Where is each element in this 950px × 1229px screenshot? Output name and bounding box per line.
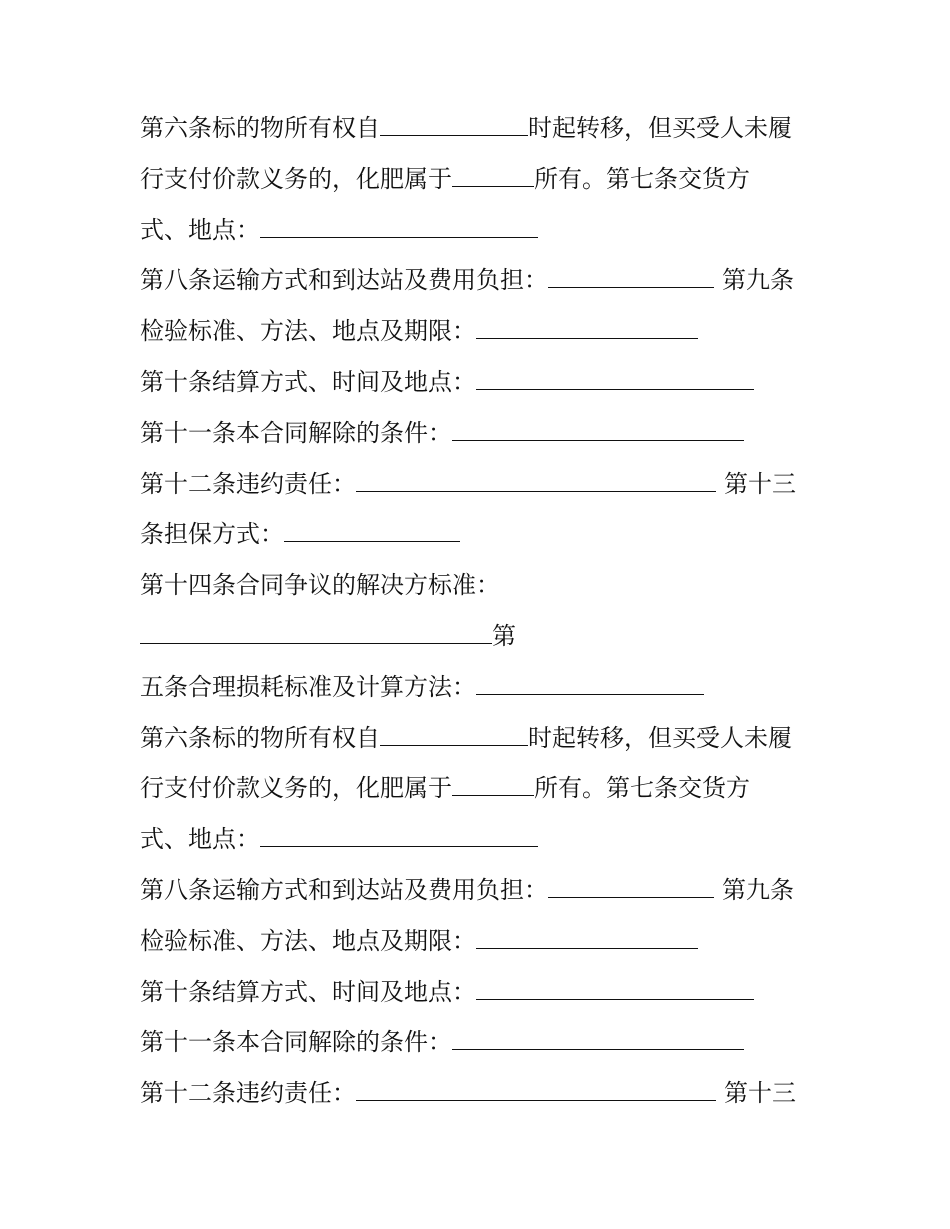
document-line <box>140 560 820 611</box>
fill-in-blank[interactable] <box>356 1076 716 1101</box>
line-text: 第八条运输方式和到达站及费用负担： <box>140 875 548 904</box>
document-line <box>140 408 820 459</box>
fill-in-blank[interactable] <box>476 975 754 1000</box>
line-text: 第六条标的物所有权自 <box>140 114 380 142</box>
line-text: 第六条标的物所有权自 <box>140 723 380 752</box>
line-text: 第十二条违约责任： <box>140 469 356 498</box>
document-line <box>140 255 820 306</box>
fill-in-blank[interactable] <box>452 162 534 187</box>
document-line <box>140 154 820 205</box>
line-text: 检验标准、方法、地点及期限： <box>140 317 476 346</box>
fill-in-blank[interactable] <box>548 873 714 898</box>
line-text: 时起转移，但买受人未履 <box>528 114 792 142</box>
line-text: 行支付价款义务的，化肥属于 <box>140 164 452 193</box>
line-text: 时起转移，但买受人未履 <box>528 723 792 752</box>
line-text: 第十一条本合同解除的条件： <box>140 1028 452 1057</box>
document-line <box>140 103 820 154</box>
fill-in-blank[interactable] <box>260 213 538 238</box>
fill-in-blank[interactable] <box>476 314 698 339</box>
line-text: 第十二条违约责任： <box>140 1079 356 1108</box>
line-text: 所有。第七条交货方 <box>534 774 750 803</box>
document-line <box>140 967 820 1018</box>
line-text: 第十条结算方式、时间及地点： <box>140 977 476 1006</box>
fill-in-blank[interactable] <box>260 822 538 847</box>
document-line <box>140 865 820 916</box>
fill-in-blank[interactable] <box>140 619 492 644</box>
line-text: 五条合理损耗标准及计算方法： <box>140 672 476 701</box>
line-text: 第十条结算方式、时间及地点： <box>140 367 476 396</box>
line-text: 第九条 <box>722 266 794 295</box>
line-text: 第八条运输方式和到达站及费用负担： <box>140 266 548 295</box>
line-text: 式、地点： <box>140 215 260 244</box>
fill-in-blank[interactable] <box>452 771 534 796</box>
fill-in-blank[interactable] <box>356 467 716 492</box>
line-text: 第十三 <box>724 1079 796 1108</box>
document-line <box>140 763 820 814</box>
document-line <box>140 1017 820 1068</box>
fill-in-blank[interactable] <box>476 924 698 949</box>
document-line <box>140 814 820 865</box>
document-line <box>140 611 820 662</box>
document-line <box>140 1068 820 1119</box>
document-line <box>140 459 820 510</box>
line-text: 第十一条本合同解除的条件： <box>140 418 452 447</box>
fill-in-blank[interactable] <box>476 670 704 695</box>
document-line <box>140 713 820 764</box>
fill-in-blank[interactable] <box>452 1025 744 1050</box>
fill-in-blank[interactable] <box>452 416 744 441</box>
document-line <box>140 205 820 256</box>
line-text: 行支付价款义务的，化肥属于 <box>140 774 452 803</box>
line-text: 所有。第七条交货方 <box>534 164 750 193</box>
line-text: 条担保方式： <box>140 520 284 549</box>
document-line <box>140 357 820 408</box>
fill-in-blank[interactable] <box>380 721 528 746</box>
line-text: 式、地点： <box>140 825 260 854</box>
fill-in-blank[interactable] <box>476 365 754 390</box>
document-line <box>140 662 820 713</box>
document-line <box>140 306 820 357</box>
line-text: 第十三 <box>724 469 796 498</box>
fill-in-blank[interactable] <box>548 263 714 288</box>
fill-in-blank[interactable] <box>380 111 528 136</box>
line-text: 检验标准、方法、地点及期限： <box>140 926 476 955</box>
document-line <box>140 916 820 967</box>
line-text: 第 <box>492 621 516 650</box>
line-text: 第十四条合同争议的解决方标准： <box>140 571 500 600</box>
document-line <box>140 509 820 560</box>
fill-in-blank[interactable] <box>284 517 460 542</box>
line-text: 第九条 <box>722 875 794 904</box>
document-page <box>140 103 820 1119</box>
